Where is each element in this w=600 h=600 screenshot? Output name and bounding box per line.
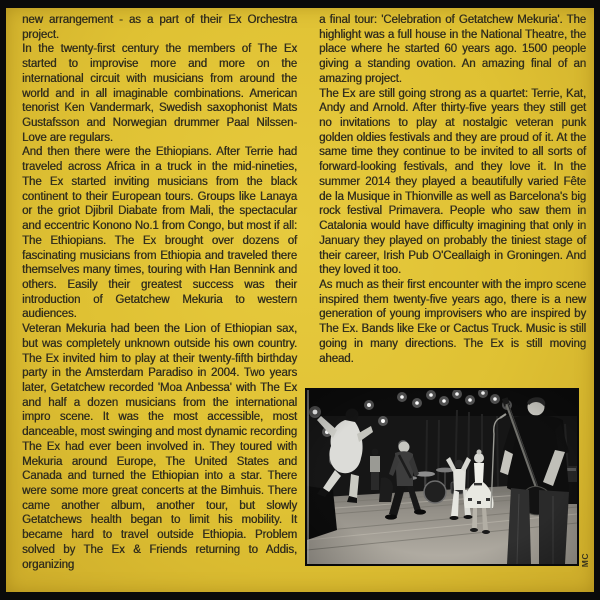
concert-photo [305,388,579,566]
paragraph: As much as their first encounter with the impro scene inspired them twenty-five years ago, there is a new generation of young improvisers who are inspired by The Ex. Bands like Eke or Cactus Truck. Music is still going in many directions. The Ex is still moving ahead. [319,278,586,365]
paragraph: In the twenty-first century the members of The Ex started to improvise more and more on the international circuit with musicians from around the world and in all imaginable combinations. American tenorist Ken Vandermark, Swedish saxophonist Mats Gustafsson and Norwegian drummer Paal Nilssen- Love are regulars. [22,43,297,144]
photo-credit: MC [580,553,590,568]
paragraph: new arrangement - as a part of their Ex Orchestra project. [22,14,297,41]
paragraph: And then there were the Ethiopians. After Terrie had traveled across Africa in a truck in the mid-nineties, The Ex started inviting musicians from the black continent to their European tours. Groups like Lanaya or the griot Djibril Diabate from Mali, the spectacular and eccentric Konono No.1 from Congo, but most if all: The Ethiopians. The Ex brought over dozens of fascinating musicians from Ethiopia and traveled there themselves many times, touring with Han Bennink and others. Easily their greatest success was their introduction of Getatchew Mekuria to western audiences. [22,146,297,321]
photo-vignette [307,390,577,564]
paragraph: The Ex are still going strong as a quartet: Terrie, Kat, Andy and Arnold. After thirty-five years they still get no invitations to play at nostalgic veteran punk golden oldies festivals and they are proud of it. At the same time they continue to be invited to all sorts of forward-looking festivals, and they love it. In the summer 2014 they played a beautifully varied Fête de la Musique in Thionville as well as Barcelona's big rock festival Primavera. People who saw them in Catalonia would have difficulty imagining that only in January they played on probably the tiniest stage of their career, Irish Pub O'Ceallaigh in Groningen. And they loved it too. [319,87,586,277]
paragraph: Veteran Mekuria had been the Lion of Ethiopian sax, but was completely unknown outside his own country. The Ex invited him to play at their twenty-fifth birthday party in the Amsterdam Paradiso in 2004. Two years later, Getatchew recorded 'Moa Anbessa' with The Ex and half a dozen musicians from the international impro scene. It was the most accessible, most danceable, most swinging and most dynamic recording The Ex had ever been involved in. They toured with Mekuria around Europe, The United States and Canada and turned the Ethiopian into a star. There were some more great concerts at the Bimhuis. There came another album, another tour, but slowly Getatchews health began to limit his mobility. It became hard to travel outside Ethiopia. Problem solved by The Ex & Friends returning to Addis, organizing [22,323,297,571]
text-column-right [319,13,586,366]
booklet-page [6,8,594,592]
paragraph: a final tour: 'Celebration of Getatchew Mekuria'. The highlight was a full house in the National Theatre, the place where he started 60 years ago. 1500 people giving a standing ovation. An amazing final of an amazing project. [319,14,586,85]
text-column-left [22,13,297,572]
